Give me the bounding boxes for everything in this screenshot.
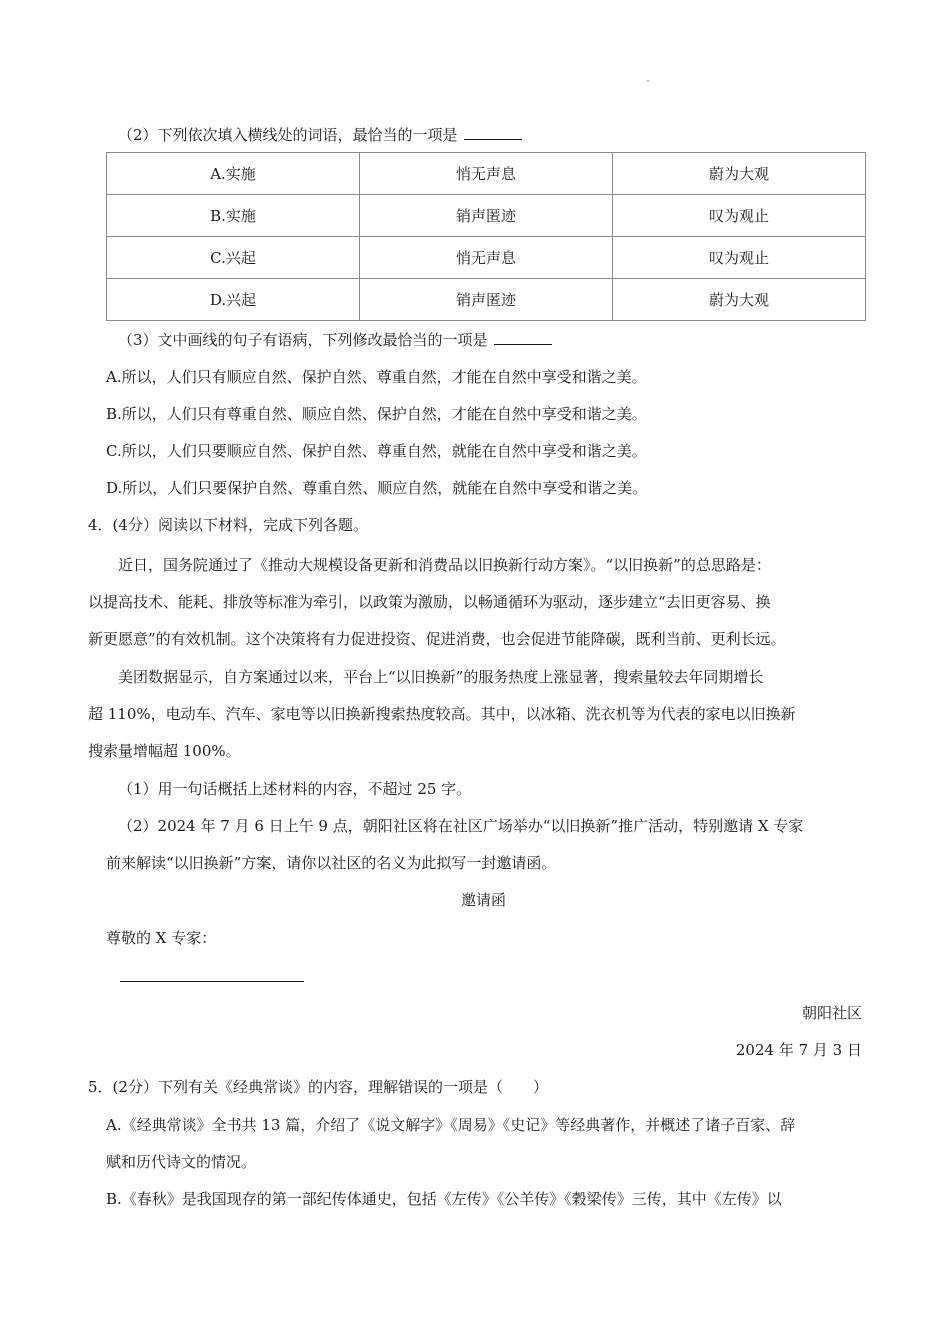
table-row <box>107 195 866 237</box>
table-cell: A.实施 <box>107 153 360 195</box>
answer-blank <box>464 125 522 140</box>
q3-option-a: A.所以，人们只有顺应自然、保护自然、尊重自然，才能在自然中享受和谐之美。 <box>106 368 647 386</box>
letter-title: 邀请函 <box>461 891 507 909</box>
q3-option-b: B.所以，人们只有尊重自然、顺应自然、保护自然，才能在自然中享受和谐之美。 <box>106 405 647 423</box>
table-cell: C.兴起 <box>107 237 360 279</box>
q3-option-d: D.所以，人们只要保护自然、尊重自然、顺应自然，就能在自然中享受和谐之美。 <box>106 479 648 497</box>
letter-salutation: 尊敬的 X 专家： <box>106 929 217 947</box>
q4-para1-line1: 近日，国务院通过了《推动大规模设备更新和消费品以旧换新行动方案》。“以旧换新”的总思路是： <box>118 556 771 574</box>
q4-para2-line3: 搜索量增幅超 100%。 <box>88 742 241 760</box>
table-cell: 蔚为大观 <box>613 153 866 195</box>
letter-signature: 朝阳社区 <box>801 1004 862 1022</box>
q4-para1-line2: 以提高技术、能耗、排放等标准为牵引，以政策为激励，以畅通循环为驱动，逐步建立“去旧更容易、换 <box>88 593 771 611</box>
table-row <box>107 237 866 279</box>
q3-option-c: C.所以，人们只要顺应自然、保护自然、尊重自然，就能在自然中享受和谐之美。 <box>106 442 647 460</box>
q4-para1-line3: 新更愿意”的有效机制。这个决策将有力促进投资、促进消费，也会促进节能降碳，既利当前、更利长远。 <box>88 630 786 648</box>
q3-sub2-prompt <box>118 124 522 146</box>
q3-sub3-prompt <box>118 329 552 351</box>
letter-body-writing-line <box>120 980 304 982</box>
table-cell: 悄无声息 <box>360 153 613 195</box>
q3-options-table <box>106 152 866 321</box>
q3-sub3-prompt-text: （3）文中画线的句子有语病，下列修改最恰当的一项是 <box>118 331 488 349</box>
table-row <box>107 153 866 195</box>
table-cell: 蔚为大观 <box>613 279 866 321</box>
answer-blank <box>494 330 552 345</box>
q4-para2-line1: 美团数据显示，自方案通过以来，平台上“以旧换新”的服务热度上涨显著，搜索量较去年同期增长 <box>118 668 764 686</box>
q4-para2-line2: 超 110%，电动车、汽车、家电等以旧换新搜索热度较高。其中，以冰箱、洗衣机等为代表的家电以旧换新 <box>88 705 796 723</box>
q4-sub2-line2: 前来解读“以旧换新”方案，请你以社区的名义为此拟写一封邀请函。 <box>106 854 557 872</box>
q5-option-a-line1: A.《经典常谈》全书共 13 篇，介绍了《说文解字》《周易》《史记》等经典著作，并概述了诸子百家、辞 <box>106 1116 796 1134</box>
table-cell: 叹为观止 <box>613 237 866 279</box>
q5-header: 5．(2分）下列有关《经典常谈》的内容，理解错误的一项是（ ） <box>88 1078 548 1096</box>
table-cell: 叹为观止 <box>613 195 866 237</box>
scan-speck <box>647 80 649 82</box>
table-cell: D.兴起 <box>107 279 360 321</box>
table-cell: 悄无声息 <box>360 237 613 279</box>
table-row <box>107 279 866 321</box>
q4-sub1: （1）用一句话概括上述材料的内容，不超过 25 字。 <box>118 780 472 798</box>
q3-sub2-prompt-text: （2）下列依次填入横线处的词语，最恰当的一项是 <box>118 126 458 144</box>
q4-header: 4．(4分）阅读以下材料，完成下列各题。 <box>88 516 368 534</box>
table-cell: 销声匿迹 <box>360 279 613 321</box>
table-cell: B.实施 <box>107 195 360 237</box>
q4-sub2-line1: （2）2024 年 7 月 6 日上午 9 点，朝阳社区将在社区广场举办“以旧换新”推广活动，特别邀请 X 专家 <box>118 817 804 835</box>
q5-option-b-line1: B.《春秋》是我国现存的第一部纪传体通史，包括《左传》《公羊传》《穀梁传》三传，其中《左传》以 <box>106 1190 782 1208</box>
letter-date: 2024 年 7 月 3 日 <box>735 1041 862 1059</box>
table-cell: 销声匿迹 <box>360 195 613 237</box>
q5-option-a-line2: 赋和历代诗文的情况。 <box>106 1153 257 1171</box>
